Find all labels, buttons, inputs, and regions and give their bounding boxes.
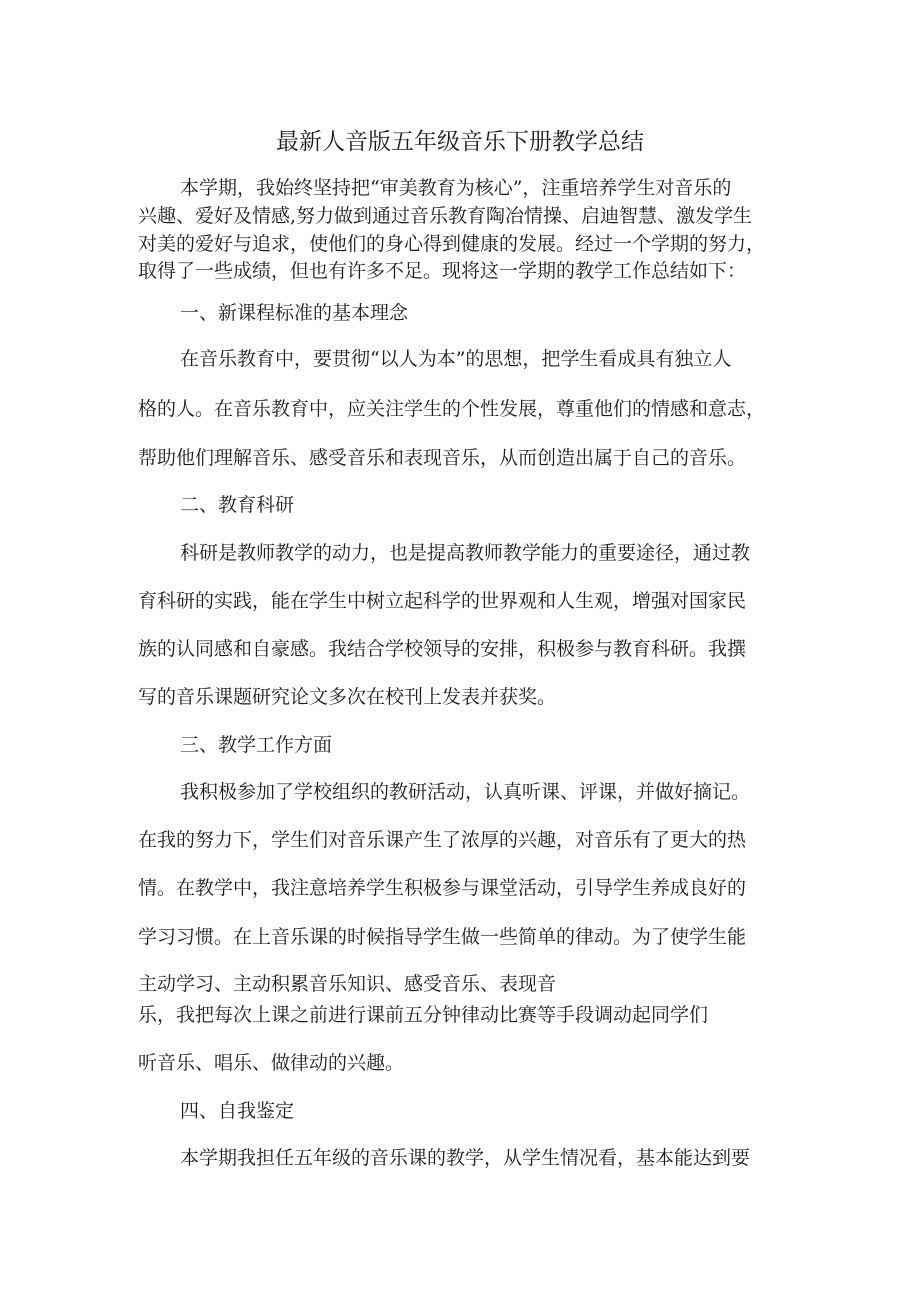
paragraph-line: 兴趣、爱好及情感,努力做到通过音乐教育陶冶情操、启迪智慧、激发学生 <box>138 205 753 227</box>
paragraph-line: 在我的努力下，学生们对音乐课产生了浓厚的兴趣，对音乐有了更大的热 <box>138 829 747 851</box>
paragraph-line: 对美的爱好与追求，使他们的身心得到健康的发展。经过一个学期的努力， <box>138 233 766 255</box>
paragraph-line: 在音乐教育中，要贯彻“以人为本”的思想，把学生看成具有独立人 <box>180 348 732 370</box>
paragraph-line: 写的音乐课题研究论文多次在校刊上发表并获奖。 <box>138 686 557 708</box>
paragraph-line: 我积极参加了学校组织的教研活动，认真听课、评课，并做好摘记。 <box>180 781 751 803</box>
paragraph-line: 听音乐、唱乐、做律动的兴趣。 <box>138 1052 405 1074</box>
section-heading: 二、教育科研 <box>180 494 295 516</box>
section-heading: 一、新课程标准的基本理念 <box>180 302 409 324</box>
paragraph-line: 学习习惯。在上音乐课的时候指导学生做一些简单的律动。为了使学生能 <box>138 926 747 948</box>
section-heading: 四、自我鉴定 <box>180 1100 295 1122</box>
paragraph-line: 本学期，我始终坚持把“审美教育为核心”，注重培养学生对音乐的 <box>180 177 732 199</box>
paragraph-line: 族的认同感和自豪感。我结合学校领导的安排，积极参与教育科研。我撰 <box>138 638 747 660</box>
section-heading: 三、教学工作方面 <box>180 734 333 756</box>
paragraph-line: 格的人。在音乐教育中，应关注学生的个性发展，尊重他们的情感和意志， <box>138 398 766 420</box>
document-title: 最新人音版五年级音乐下册教学总结 <box>276 129 644 155</box>
paragraph-line: 帮助他们理解音乐、感受音乐和表现音乐，从而创造出属于自己的音乐。 <box>138 447 747 469</box>
paragraph-line: 本学期我担任五年级的音乐课的教学，从学生情况看，基本能达到要 <box>180 1147 751 1169</box>
paragraph-line: 主动学习、主动积累音乐知识、感受音乐、表现音 <box>138 973 557 995</box>
paragraph-line: 育科研的实践，能在学生中树立起科学的世界观和人生观，增强对国家民 <box>138 590 747 612</box>
paragraph-line: 情。在教学中，我注意培养学生积极参与课堂活动，引导学生养成良好的 <box>138 877 747 899</box>
paragraph-line: 科研是教师教学的动力，也是提高教师教学能力的重要途径，通过教 <box>180 542 751 564</box>
paragraph-line: 乐，我把每次上课之前进行课前五分钟律动比赛等手段调动起同学们 <box>138 1004 709 1026</box>
paragraph-line: 取得了一些成绩，但也有许多不足。现将这一学期的教学工作总结如下： <box>138 260 747 282</box>
